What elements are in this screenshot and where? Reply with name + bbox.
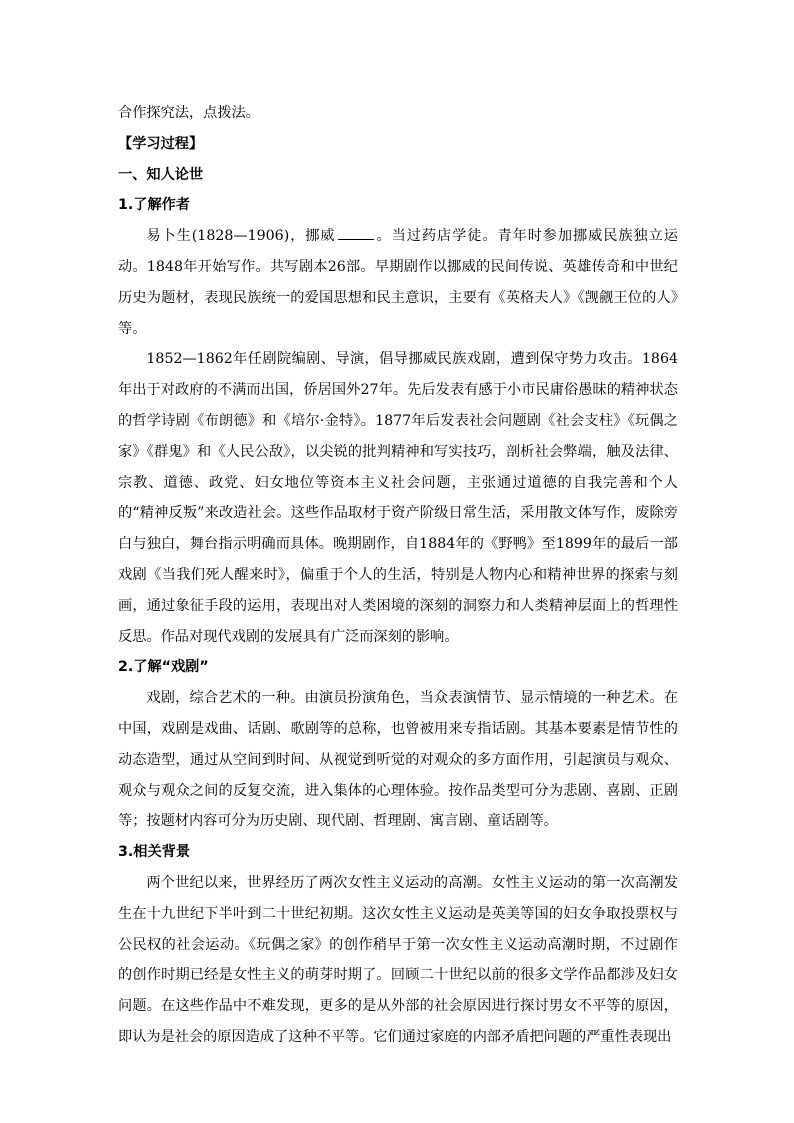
- subheading-background: 3.相关背景: [118, 844, 191, 861]
- part-heading: 一、知人论世: [118, 166, 204, 183]
- subheading-author: 1.了解作者: [118, 197, 191, 214]
- author-intro-text: 易卜生(1828—1906)，挪威: [146, 228, 336, 245]
- fill-in-blank[interactable]: [338, 225, 374, 240]
- drama-paragraph: 戏剧，综合艺术的一种。由演员扮演角色，当众表演情节、显示情境的一种艺术。在中国，戏剧是戏曲、话剧、歌剧等的总称，也曾被用来专指话剧。其基本要素是情节性的动态造型，通过从空间到时间、从视觉到听觉的对观众的多方面作用，引起演员与观众、观众与观众之间的反复交流，进入集体的心理体验。按作品类型可分为悲剧、喜剧、正剧等；按题材内容可分为历史剧、现代剧、哲理剧、寓言剧、童话剧等。: [118, 690, 678, 830]
- background-paragraph: 两个世纪以来，世界经历了两次女性主义运动的高潮。女性主义运动的第一次高潮发生在十九世纪下半叶到二十世纪初期。这次女性主义运动是英美等国的妇女争取投票权与公民权的社会运动。《玩偶之家》的创作稍早于第一次女性主义运动高潮时期，不过剧作的创作时期已经是女性主义的萌芽时期了。回顾二十世纪以前的很多文学作品都涉及妇女问题。在这些作品中不难发现，更多的是从外部的社会原因进行探讨男女不平等的原因，即认为是社会的原因造成了这种不平等。它们通过家庭的内部矛盾把问题的严重性表现出: [118, 874, 678, 1045]
- document-body: [118, 98, 678, 1053]
- subheading-drama: 2.了解“戏剧”: [118, 659, 209, 676]
- section-title: 【学习过程】: [118, 135, 204, 152]
- author-paragraph-2: 1852—1862年任剧院编剧、导演，倡导挪威民族戏剧，遭到保守势力攻击。1864年出于对政府的不满而出国，侨居国外27年。先后发表有感于小市民庸俗愚昧的精神状态的哲学诗剧《布朗德》和《培尔·金特》。1877年后发表社会问题剧《社会支柱》《玩偶之家》《群鬼》和《人民公敌》，以尖锐的批判精神和写实技巧，剖析社会弊端，触及法律、宗教、道德、政党、妇女地位等资本主义社会问题，主张通过道德的自我完善和个人的“精神反叛”来改造社会。这些作品取材于资产阶级日常生活，采用散文体写作，废除旁白与独白，舞台指示明确而具体。晚期剧作，自1884年的《野鸭》至1899年的最后一部戏剧《当我们死人醒来时》，偏重于个人的生活，特别是人物内心和精神世界的探索与刻画，通过象征手段的运用，表现出对人类困境的深刻的洞察力和人类精神层面上的哲理性反思。作品对现代戏剧的发展具有广泛而深刻的影响。: [118, 351, 678, 645]
- author-paragraph-1: [118, 221, 678, 344]
- teaching-method-line: 合作探究法，点拨法。: [118, 105, 260, 121]
- author-intro-continued: 。当过药店学徒。青年时参加挪威民族独立运动。1848年开始写作。共写剧本26部。早期剧作以挪威的民间传说、英雄传奇和中世纪历史为题材，表现民族统一的爱国思想和民主意识，主要有《英格夫人》《觊觎王位的人》等。: [118, 228, 678, 337]
